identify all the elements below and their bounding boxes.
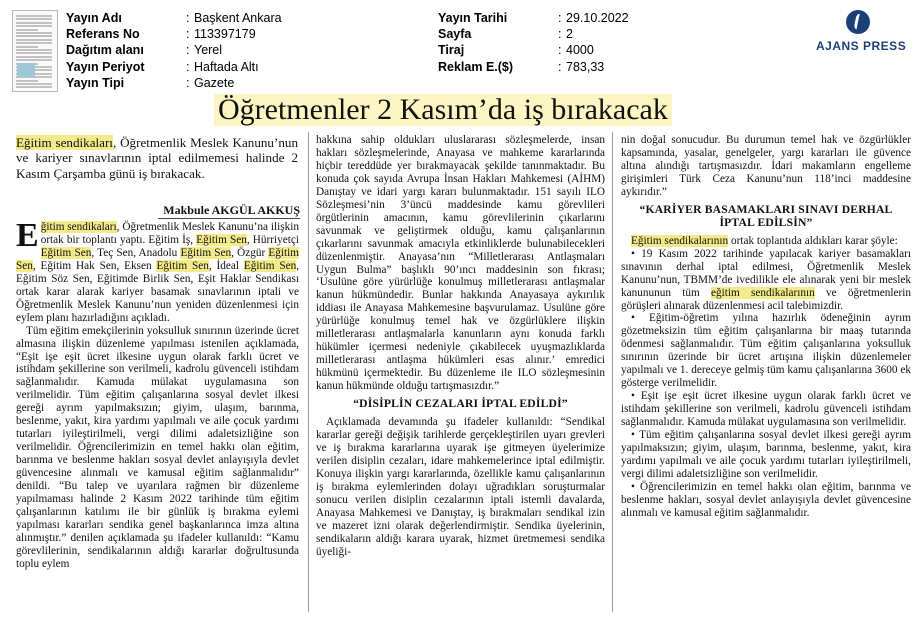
meta-separator: : (558, 27, 562, 42)
thumbnail-text-line (16, 15, 52, 17)
meta-value: 29.10.2022 (566, 11, 629, 25)
ajans-press-logo (812, 10, 912, 53)
thumbnail-text-line (16, 35, 52, 37)
thumbnail-text-line (16, 80, 38, 82)
thumbnail-text-line (16, 29, 38, 31)
highlighted-term: Eğitim Sen (16, 246, 299, 272)
col3-paragraph-1: nin doğal sonucudur. Bu durumun temel hak ve özgürlükler kapsamında, yasalar, genelgeler, yargı kararları ile güvence altına alındığı tartışmasızdır. İdari makamların engelleme girişimleri Türk Ceza Kanunu’nun 118’inci maddesine aykırıdır.” (621, 134, 911, 198)
thumbnail-text-line (16, 52, 52, 54)
highlighted-term: Eğitim Sen (180, 246, 232, 259)
col3-subheading: “KARİYER BASAMAKLARI SINAVI DERHAL İPTAL EDİLSİN” (639, 202, 893, 229)
meta-value: 783,33 (566, 59, 605, 74)
thumbnail-text-line (16, 56, 52, 58)
meta-row (66, 75, 282, 91)
thumbnail-text-line (16, 39, 52, 41)
meta-value: Haftada Altı (194, 59, 259, 74)
text-run: ve öğretmenlerin görüşleri alınarak düzenlenmesi acil talebimizdir. (621, 286, 912, 312)
text-run: • Öğrencilerimizin en temel hakkı olan eğitim, barınma ve beslenme hakları, sosyal devlet anlayışıyla devlet güvencesine alınmalı ve kamusal eğitim sağlanmalıdır. (621, 480, 911, 519)
lead-text: , Öğretmenlik Meslek Kanunu’nun ve kariyer sınavlarının iptal edilmemesi halinde 2 Kasım Çarşamba günü iş bırakacak. (16, 135, 298, 181)
drop-cap: E (16, 217, 39, 254)
col3-paragraph-2 (621, 235, 911, 248)
text-run: , Eğitim Söz Sen, Eğitimde Birlik Sen, Eşit Haklar Sendikası ortak karar alarak kariyer basamak sınavlarının iptali ve Öğretmenlik Meslek Kanunu’nun yeniden düzenlenmesi için eylem planı hazırladığını açıkladı. (16, 259, 300, 324)
meta-row (438, 42, 629, 58)
col1-paragraph-1 (16, 217, 300, 325)
thumbnail-text-line (16, 59, 52, 61)
meta-separator: : (558, 43, 562, 58)
thumbnail-text-line (16, 32, 52, 34)
meta-separator: : (558, 11, 562, 25)
thumbnail-image-block (17, 63, 35, 77)
text-run: • Eşit işe eşit ücret ilkesine uygun olarak farklı ücret ve istihdam şekillerine son verilmeli, kadrolu güvenceli istihdam sağlanmalıdır. Kamuda mülakat uygulamasına son verilmelidir. (621, 390, 911, 429)
meta-label: Reklam E.($) (438, 59, 514, 74)
meta-label: Yayın Adı (66, 11, 122, 25)
text-run: , İdeal (208, 259, 244, 272)
text-run: , Eğitim Hak Sen, Eksen (32, 259, 157, 272)
col2-paragraph-2: Açıklamada devamında şu ifadeler kullanıldı: “Sendikal kararlar gereği değişik tarihlerde gerçekleştirilen uyarı grevleri ve iş bırakma kararlarına uyarak işe gitmeyen üyelerimize verilen disiplin cezaları, idare mahkemelerince iptal edilmiştir. Konuya ilişkin yargı kararlarında, özellikle kamu çalışanlarının iş bırakma eylemlerinden dolayı uğradıkları soruşturmalar sonucu verilen disiplin cezalarının iptali istemli davalarda, Anayasa Mahkemesi ve Danıştay, iş bırakmaları sendikal izin ve mazeret izni olarak değerlendirmiştir. Sendika üyelerinin, sendikaların aldığı karara uyarak, hizmet üretmemesi sendika üyeliği- (316, 416, 605, 558)
meta-value: Gazete (194, 75, 235, 90)
demand-item (621, 429, 911, 481)
thumbnail-text-line (16, 25, 52, 27)
meta-value: Başkent Ankara (194, 11, 282, 25)
meta-row (438, 59, 629, 75)
meta-label: Tiraj (438, 43, 465, 58)
highlighted-term: Eğitim sendikalarının (631, 234, 729, 247)
thumbnail-text-line (16, 22, 52, 24)
text-run: , Özgür (231, 246, 269, 259)
meta-row (66, 59, 282, 75)
highlighted-term: ğitim sendikaları (40, 221, 117, 233)
meta-separator: : (186, 11, 190, 25)
meta-row (66, 26, 282, 42)
text-run: • Tüm eğitim çalışanlarına sosyal devlet ilkesi gereği ayrım yapılmaksızın; giyim, ulaşım, barınma, beslenme, yakıt, kira yardımı yapılmalı ve aile çocuk yardımı tutarları iyileştirilmeli, vergi dilimi adaletsizliğine son verilmelidir. (621, 429, 911, 480)
highlighted-term: Eğitim Sen (243, 259, 297, 272)
highlighted-term: Eğitim Sen (196, 233, 247, 246)
demand-item (621, 481, 911, 520)
article-column-2 (316, 134, 605, 559)
col2-subheading: “DİSİPLİN CEZALARI İPTAL EDİLDİ” (353, 397, 568, 411)
thumbnail-text-line (16, 42, 52, 44)
col2-paragraph-1: hakkına sahip oldukları uluslararası sözleşmelerde, insan hakları sözleşmelerinde, Anayasa ve mahkeme kararlarında hiçbir tereddüde yer bırakmayacak şekilde tanınmaktadır. Bu konuda çok sayıda Avrupa İnsan Hakları Mahkemesi (AİHM) Danıştay ve idari yargı kararı bulunmaktadır. 151 sayılı ILO Sözleşmesi’nin 3’üncü maddesinde kamu görevlileri örgütlerinin amacının, kamu görevlilerinin çıkarlarını savunmak ve geliştirmek olduğu, kamu çalışanlarının çıkarlarını savunmak amacıyla etkinliklerde bulunabilecekleri düzenlenmiştir. Anayasa’nın “Milletlerarası Antlaşmaları Uygun Bulma” başlıklı 90’ıncı maddesinin son fıkrası; ‘Usulüne göre yürürlüğe konulmuş milletlerarası antlaşmalar kanun hükmündedir. Bunlar hakkında Anayasaya aykırılık iddiası ile Anayasa Mahkemesine başvurulamaz. Usulüne göre yürürlüğe konulmuş temel hak ve özgürlüklere ilişkin milletlerarası antlaşmalarla kanunların aynı konuda farklı hükümler içermesi nedeniyle çıkabilecek uyuşmazlıklarda milletlerarası antlaşma hükümleri esas alınır.’ emredici hükmünü içermektedir. Bu düzenleme ile ILO sözleşmesinin kanun hükmünde olduğu tartışmasızdır.” (316, 134, 605, 393)
meta-label: Sayfa (438, 27, 472, 42)
meta-label: Dağıtım alanı (66, 43, 144, 58)
text-run: , Teç Sen, Anadolu (91, 246, 181, 259)
meta-value: 2 (566, 27, 573, 42)
meta-separator: : (186, 43, 190, 58)
meta-row (438, 10, 629, 26)
column-divider (612, 132, 613, 612)
meta-label: Referans No (66, 27, 140, 42)
highlighted-term: eğitim sendikalarının (711, 286, 815, 299)
text-run: , Öğretmenlik Meslek Kanunu’na ilişkin ortak bir toplantı yaptı. Eğitim İş, (40, 221, 299, 246)
meta-separator: : (186, 59, 190, 74)
logo-mark-icon (846, 10, 870, 34)
clipping-header (0, 0, 920, 92)
meta-right (438, 10, 629, 75)
text-run: ortak toplantıda aldıkları karar şöyle: (728, 234, 898, 247)
meta-separator: : (186, 75, 190, 90)
article-byline: Makbule AKGÜL AKKUŞ (158, 203, 300, 219)
meta-left (66, 10, 282, 91)
meta-value: 4000 (566, 43, 594, 58)
column-divider (308, 132, 309, 612)
meta-row (438, 26, 629, 42)
demand-item (621, 248, 911, 313)
article-column-3 (621, 134, 911, 520)
thumbnail-text-line (16, 86, 52, 88)
thumbnail-text-line (16, 18, 52, 20)
meta-label: Yayın Tipi (66, 75, 125, 90)
thumbnail-text-line (16, 49, 52, 51)
article-lead (16, 135, 298, 181)
meta-label: Yayın Periyot (66, 59, 145, 74)
logo-text: AJANS PRESS (816, 39, 907, 53)
lead-highlight: Eğitim sendikaları (16, 135, 113, 150)
article-headline: Öğretmenler 2 Kasım’da iş bırakacak (214, 94, 672, 126)
text-run: , Hürriyetçi (246, 233, 299, 246)
meta-separator: : (558, 59, 562, 74)
col1-paragraph-2: Tüm eğitim emekçilerinin yoksulluk sınırının üzerinde ücret almasına ilişkin düzenleme yapılması istenilen açıklamada, “Eşit işe eşit ücret ilkesine uygun olarak farklı ücret ve istihdam şekillerine son verilmeli, kadrolu güvenceli istihdam sağlanmalıdır. Kamuda mülakat uygulamasına son verilmelidir. Tüm eğitim çalışanlarına sosyal devlet ilkesi gereği ayrım yapılmaksızın; giyim, ulaşım, barınma, beslenme, yakıt, kira yardımı yapılmalı ve aile çocuk yardımı tutarları iyileştirilmeli, vergi dilimi adaletsizliğine son verilmelidir. Öğrencilerimizin en temel hakkı olan eğitim, barınma ve beslenme hakları sosyal devlet anlayışıyla devlet güvencesine alınmalı ve kamusal eğitim sağlanmalıdır” denildi. “Bu talep ve uyarılara rağmen bir düzenleme yapılmaması halinde 2 Kasım 2022 tarihinde tüm eğitim çalışanlarının katılımı ile bir günlük iş bırakma eylemi yapılması kararları sendika genel başkanlarınca imza altına alınmıştır.” denilen açıklamada şu ifadeler kullanıldı: “Kamu görevlilerinin, sendikalarının aldığı kararlar doğrultusunda toplu eylem (16, 324, 299, 570)
demand-item (621, 312, 911, 390)
meta-label: Yayın Tarihi (438, 11, 508, 25)
meta-value: Yerel (194, 43, 223, 58)
article-clip (0, 92, 920, 621)
highlighted-term: Eğitim Sen (156, 259, 209, 272)
demand-item (621, 390, 911, 429)
article-column-1 (16, 217, 300, 571)
meta-separator: : (186, 27, 190, 42)
highlighted-term: Eğitim Sen (40, 246, 92, 259)
text-run: • Eğitim-öğretim yılına hazırlık ödeneğinin ayrım gözetmeksizin tüm eğitim çalışanlarına bir maaş tutarında ödenmesi sağlanmalıdır. Tüm eğitim çalışanlarına yoksulluk sınırının üzerinde bir ücret artışına ilişkin düzenlemeler yapılmalı ve 1. dereceye gelmiş tüm kamu çalışanlarına 3600 ek gösterge verilmelidir. (621, 312, 911, 390)
meta-row (66, 42, 282, 58)
text-run: • 19 Kasım 2022 tarihinde yapılacak kariyer basamakları sınavının derhal iptal edilmesi, Öğretmenlik Meslek Kanunu’nun, TBMM’de ivedilikle ele alınarak yeni bir meslek kanununun tüm (621, 247, 911, 299)
thumbnail-text-line (16, 83, 52, 85)
demands-list (621, 248, 911, 520)
meta-row (66, 10, 282, 26)
thumbnail-text-line (16, 46, 38, 48)
meta-value: 113397179 (194, 27, 256, 42)
page-thumbnail (12, 10, 58, 92)
